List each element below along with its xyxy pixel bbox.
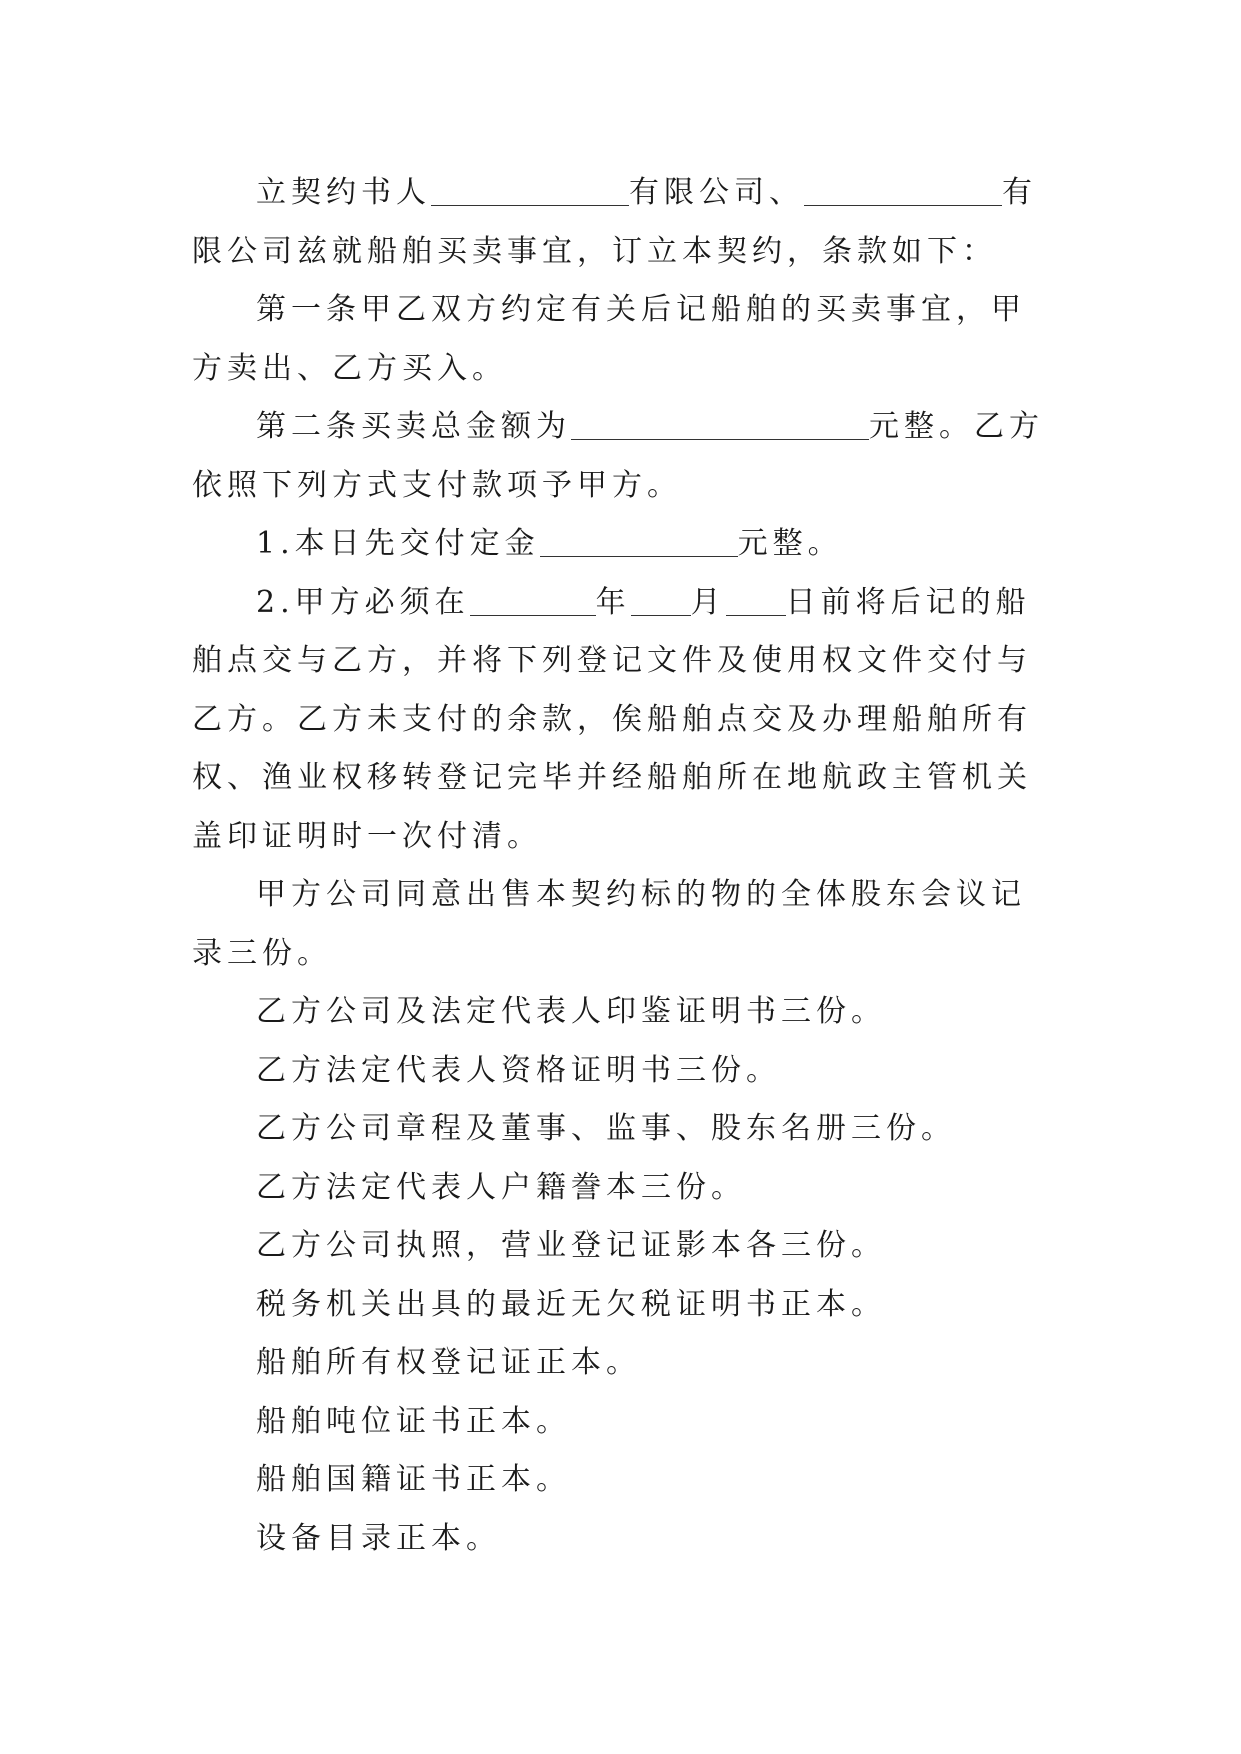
item-2-paragraph (192, 574, 1052, 867)
doc-item-text: 乙方公司执照，营业登记证影本各三份。 (256, 1228, 886, 1263)
preamble-text-3: 有限公司兹就船舶买卖事宜，订立本契约，条款如下： (192, 175, 1037, 269)
article-2-text-1: 第二条买卖总金额为 (256, 409, 571, 444)
doc-item (192, 1217, 1052, 1276)
article-1-text: 第一条甲乙双方约定有关后记船舶的买卖事宜，甲方卖出、乙方买入。 (192, 292, 1026, 386)
doc-item (192, 1159, 1052, 1218)
preamble-text-1: 立契约书人 (256, 175, 431, 210)
doc-item-text: 甲方公司同意出售本契约标的物的全体股东会议记录三份。 (192, 877, 1026, 971)
doc-item-text: 船舶吨位证书正本。 (256, 1403, 571, 1439)
preamble-paragraph (192, 164, 1052, 281)
doc-item (192, 866, 1052, 983)
doc-item-text: 乙方公司及法定代表人印鉴证明书三份。 (256, 994, 886, 1029)
year-blank (470, 585, 596, 616)
contract-body (192, 164, 1052, 1568)
month-label: 月 (690, 584, 726, 620)
item-2-text-2: 日前将后记的船舶点交与乙方，并将下列登记文件及使用权文件交付与乙方。乙方未支付的余款，俟船舶点交及办理船舶所有权、渔业权移转登记完毕并经船舶所在地航政主管机关盖印证明时一次付清。 (192, 584, 1032, 854)
party-b-blank (804, 175, 1002, 206)
doc-item-text: 乙方法定代表人户籍誊本三份。 (256, 1169, 746, 1205)
article-2-text-2: 元整。乙方依照下列方式支付款项予甲方。 (192, 409, 1044, 503)
item-1-text-1: 1.本日先交付定金 (256, 526, 540, 561)
item-2-text-1: 2.甲方必须在 (256, 584, 470, 620)
day-blank (726, 585, 786, 616)
preamble-text-2: 有限公司、 (629, 175, 804, 210)
doc-item-text: 船舶国籍证书正本。 (256, 1462, 571, 1497)
doc-item-text: 设备目录正本。 (256, 1520, 501, 1556)
doc-item-text: 税务机关出具的最近无欠税证明书正本。 (256, 1286, 886, 1322)
item-1-paragraph (192, 515, 1052, 574)
doc-item (192, 1451, 1052, 1510)
doc-item (192, 1042, 1052, 1101)
doc-item (192, 1510, 1052, 1569)
doc-item-text: 船舶所有权登记证正本。 (256, 1345, 641, 1380)
total-amount-blank (571, 409, 869, 440)
doc-item-text: 乙方公司章程及董事、监事、股东名册三份。 (256, 1111, 956, 1146)
doc-item (192, 1100, 1052, 1159)
deposit-blank (540, 526, 738, 557)
doc-item (192, 983, 1052, 1042)
doc-item (192, 1334, 1052, 1393)
doc-item-text: 乙方法定代表人资格证明书三份。 (256, 1052, 781, 1088)
article-1-paragraph (192, 281, 1052, 398)
month-blank (631, 585, 691, 616)
party-a-blank (431, 175, 629, 206)
item-1-text-2: 元整。 (737, 526, 843, 561)
article-2-paragraph (192, 398, 1052, 515)
year-label: 年 (595, 584, 631, 620)
doc-item (192, 1393, 1052, 1452)
doc-item (192, 1276, 1052, 1335)
